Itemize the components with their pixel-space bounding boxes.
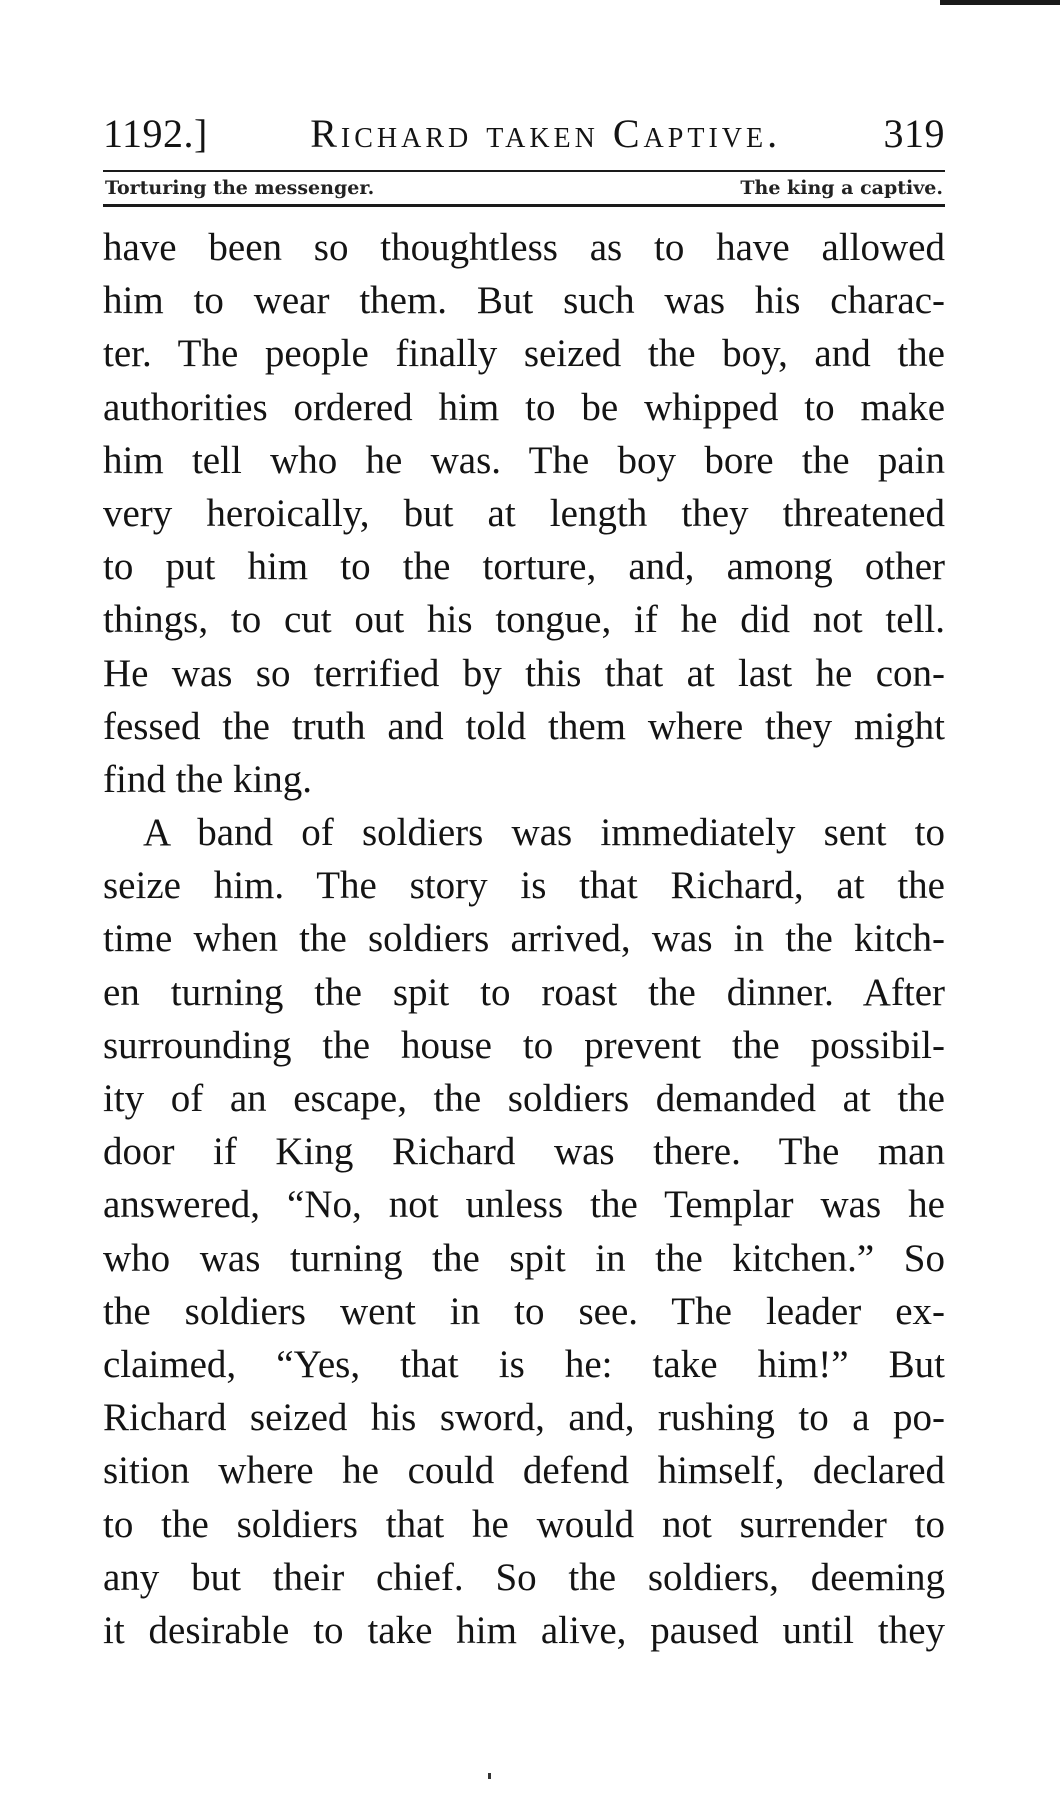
text-line: find the king.	[103, 757, 313, 801]
text-line: claimed, “Yes, that is he: take him!” But	[103, 1342, 945, 1386]
corner-rule	[940, 0, 1060, 5]
text-line: fessed the truth and told them where they might	[103, 704, 945, 748]
text-line: to the soldiers that he would not surrender to	[103, 1502, 945, 1546]
text-line: door if King Richard was there. The man	[103, 1130, 945, 1174]
body-text	[103, 221, 945, 1657]
header-title: Richard taken Captive.	[310, 111, 782, 156]
text-line: A band of soldiers was immediately sent to	[143, 811, 945, 855]
text-line: authorities ordered him to be whipped to make	[103, 385, 945, 429]
text-line: things, to cut out his tongue, if he did not tell.	[103, 598, 945, 642]
paragraph	[103, 806, 945, 1657]
text-line: him to wear them. But such was his charac-	[103, 279, 945, 323]
page-number: 319	[883, 111, 945, 156]
text-line: any but their chief. So the soldiers, deeming	[103, 1555, 945, 1599]
text-line: surrounding the house to prevent the possibil-	[103, 1023, 945, 1067]
subhead-rule	[103, 204, 945, 207]
text-line: ter. The people finally seized the boy, and the	[103, 332, 945, 376]
marginal-subheads	[103, 172, 945, 202]
text-line: en turning the spit to roast the dinner. After	[103, 970, 945, 1014]
subhead-left: Torturing the messenger.	[105, 177, 375, 199]
text-line: very heroically, but at length they threatened	[103, 491, 945, 535]
text-line: him tell who he was. The boy bore the pain	[103, 438, 945, 482]
text-line: sition where he could defend himself, declared	[103, 1449, 945, 1493]
text-line: who was turning the spit in the kitchen.” So	[103, 1236, 945, 1280]
printer-mark	[488, 1773, 491, 1779]
text-line: have been so thoughtless as to have allowed	[103, 226, 945, 269]
text-line: to put him to the torture, and, among other	[103, 545, 945, 589]
text-line: time when the soldiers arrived, was in the kitch-	[103, 917, 945, 961]
book-page	[103, 110, 945, 1657]
text-line: ity of an escape, the soldiers demanded at the	[103, 1077, 945, 1120]
text-line: it desirable to take him alive, paused until they	[103, 1608, 945, 1652]
text-line: Richard seized his sword, and, rushing to a po-	[103, 1396, 945, 1440]
text-line: He was so terrified by this that at last he con-	[103, 651, 945, 695]
paragraph	[103, 221, 945, 806]
subhead-right: The king a captive.	[740, 177, 943, 199]
header-year: 1192.]	[103, 111, 208, 156]
running-head	[103, 110, 945, 162]
text-line: the soldiers went in to see. The leader ex-	[103, 1289, 945, 1333]
text-line: seize him. The story is that Richard, at the	[103, 864, 945, 908]
text-line: answered, “No, not unless the Templar was he	[103, 1183, 945, 1227]
